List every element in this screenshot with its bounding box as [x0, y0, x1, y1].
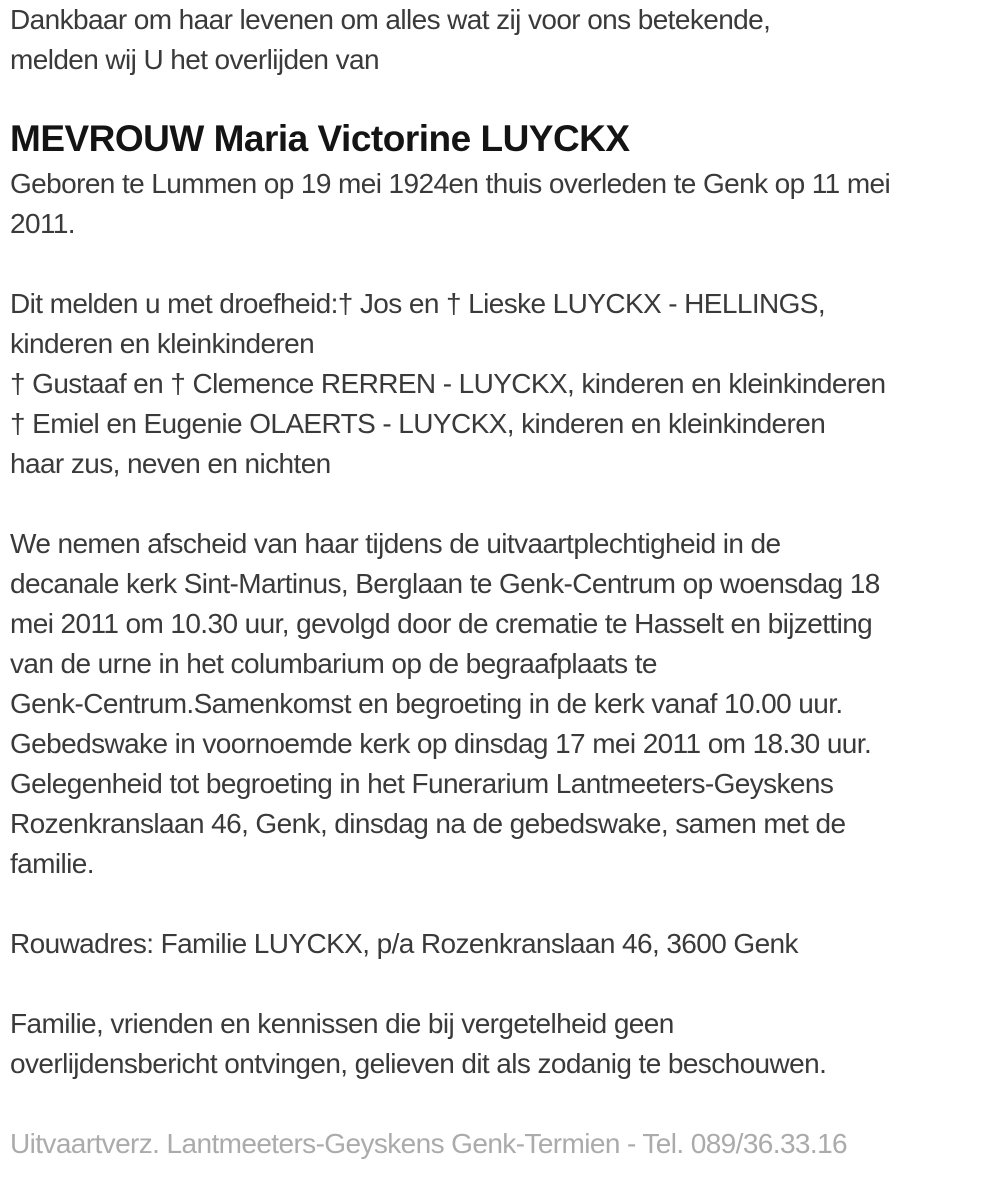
text-line: van de urne in het columbarium op de begraafplaats te — [10, 648, 657, 679]
text-line: familie. — [10, 848, 94, 879]
service-details-paragraph — [10, 524, 990, 884]
text-line: Rouwadres: Familie LUYCKX, p/a Rozenkranslaan 46, 3600 Genk — [10, 928, 798, 959]
text-line: Geboren te Lummen op 19 mei 1924en thuis overleden te Genk op 11 mei — [10, 168, 891, 199]
text-line: Dankbaar om haar levenen om alles wat zij voor ons betekende, — [10, 4, 771, 35]
text-line: Familie, vrienden en kennissen die bij vergetelheid geen — [10, 1008, 674, 1039]
text-line: Rozenkranslaan 46, Genk, dinsdag na de gebedswake, samen met de — [10, 808, 846, 839]
text-line: Gebedswake in voornoemde kerk op dinsdag 17 mei 2011 om 18.30 uur. — [10, 728, 872, 759]
text-line: † Emiel en Eugenie OLAERTS - LUYCKX, kinderen en kleinkinderen — [10, 408, 826, 439]
text-line: melden wij U het overlijden van — [10, 44, 379, 75]
text-line: Gelegenheid tot begroeting in het Funerarium Lantmeeters-Geyskens — [10, 768, 834, 799]
text-line: mei 2011 om 10.30 uur, gevolgd door de crematie te Hasselt en bijzetting — [10, 608, 873, 639]
text-line: Genk-Centrum.Samenkomst en begroeting in de kerk vanaf 10.00 uur. — [10, 688, 843, 719]
text-line: 2011. — [10, 208, 75, 239]
birth-death-paragraph — [10, 164, 990, 244]
apology-paragraph — [10, 1004, 990, 1084]
mourning-address-paragraph — [10, 924, 990, 964]
intro-paragraph — [10, 0, 990, 80]
funeral-home-footer: Uitvaartverz. Lantmeeters-Geyskens Genk-Termien - Tel. 089/36.33.16 — [10, 1128, 848, 1159]
text-line: Dit melden u met droefheid:† Jos en † Lieske LUYCKX - HELLINGS, — [10, 288, 826, 319]
text-line: haar zus, neven en nichten — [10, 448, 331, 479]
text-line: † Gustaaf en † Clemence RERREN - LUYCKX, kinderen en kleinkinderen — [10, 368, 886, 399]
text-line: kinderen en kleinkinderen — [10, 328, 315, 359]
text-line: decanale kerk Sint-Martinus, Berglaan te Genk-Centrum op woensdag 18 — [10, 568, 880, 599]
family-announcement-paragraph — [10, 284, 990, 484]
text-line: overlijdensbericht ontvingen, gelieven dit als zodanig te beschouwen. — [10, 1048, 827, 1079]
text-line: We nemen afscheid van haar tijdens de uitvaartplechtigheid in de — [10, 528, 781, 559]
deceased-name-heading: MEVROUW Maria Victorine LUYCKX — [10, 118, 630, 159]
